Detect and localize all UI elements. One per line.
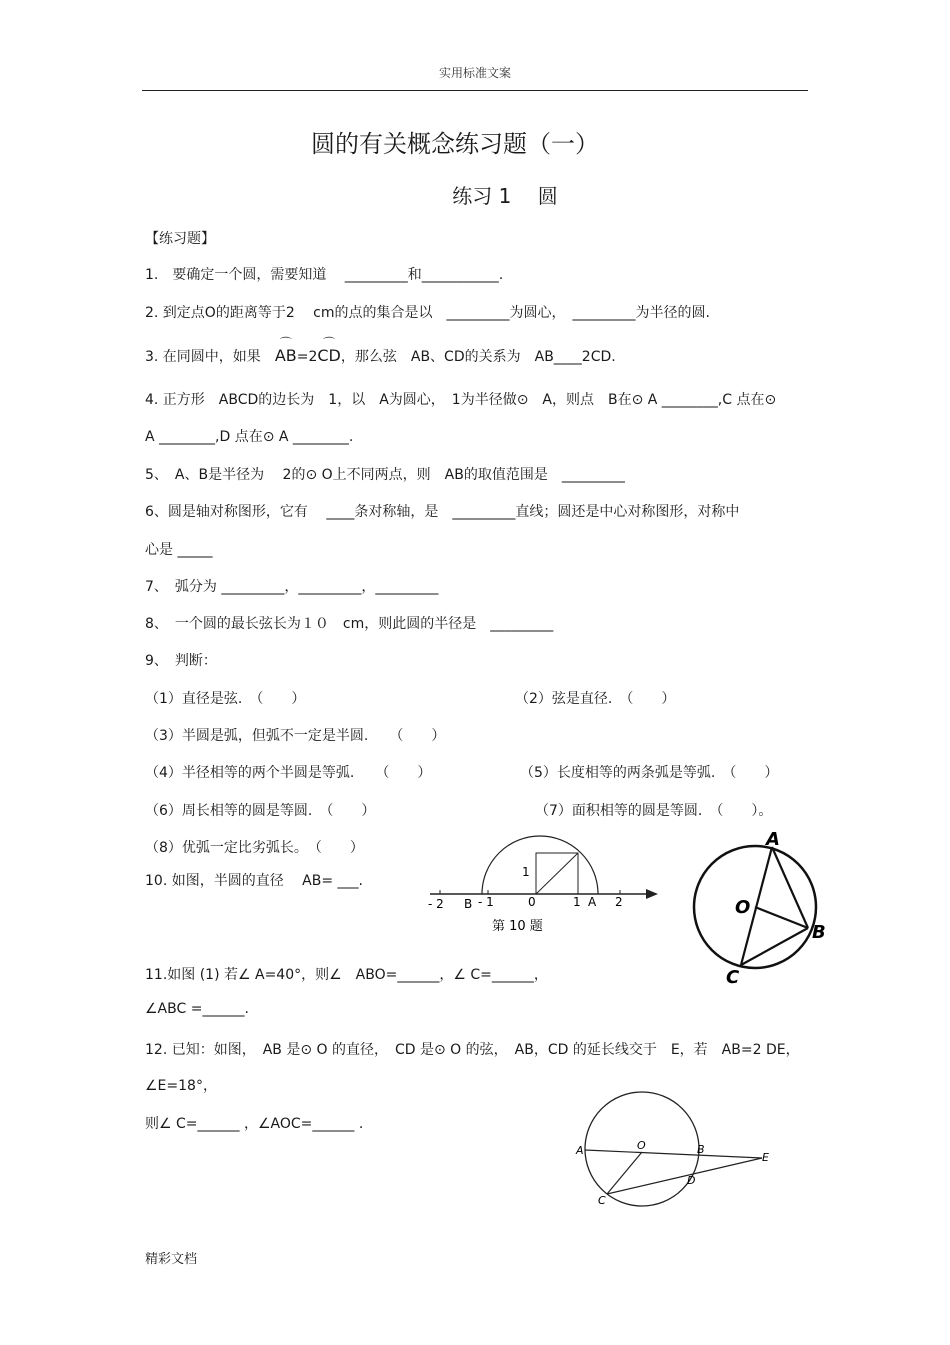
- page-footer: 精彩文档: [145, 1252, 198, 1267]
- figure-12-circle: [565, 1085, 785, 1210]
- figure-10-semicircle-numberline: [420, 830, 670, 945]
- question-11-line-1: 11.如图 (1) 若∠ A=40°，则∠ ABO=______，∠ C=______，: [145, 967, 548, 983]
- section-label: 【练习题】: [145, 231, 215, 247]
- page-subtitle: 练习 1 圆: [452, 184, 558, 208]
- label-o: O: [637, 1139, 646, 1152]
- question-9: 9、 判断：: [145, 653, 217, 669]
- chord-bc: [741, 928, 808, 965]
- judge-6: （6）周长相等的圆是等圆. （ ）: [145, 803, 376, 819]
- figure-10-caption: 第 10 题: [492, 919, 543, 934]
- figure-11-circle: [680, 825, 840, 990]
- question-2: 2. 到定点O的距离等于2 cm的点的集合是以 _________为圆心， _________为半径的圆.: [145, 305, 710, 321]
- question-7: 7、 弧分为 _________，_________，_________: [145, 579, 439, 595]
- label-e: E: [762, 1151, 769, 1164]
- q3-prefix: 3. 在同圆中，如果: [145, 349, 275, 365]
- judge-2: （2）弦是直径. （ ）: [515, 691, 676, 707]
- tick-label-2: 2: [615, 895, 623, 909]
- label-c: C: [726, 967, 740, 988]
- label-a: A: [576, 1144, 584, 1157]
- page-header: 实用标准文案: [438, 66, 511, 80]
- label-b: B: [697, 1143, 705, 1156]
- label-b: B: [812, 922, 826, 943]
- label-o: O: [735, 897, 751, 918]
- question-10: 10. 如图，半圆的直径 AB= ___.: [145, 873, 363, 889]
- tick-label-1: 1: [573, 895, 581, 909]
- label-one: 1: [522, 865, 530, 879]
- question-4-line-1: 4. 正方形 ABCD的边长为 1，以 A为圆心， 1为半径做⊙ A，则点 B在⊙ A ________,C 点在⊙: [145, 392, 777, 408]
- question-3: [145, 346, 616, 366]
- square-diagonal: [536, 853, 578, 894]
- judge-1: （1）直径是弦. （ ）: [145, 691, 306, 707]
- question-11-line-2: ∠ABC =______.: [145, 1001, 249, 1017]
- line-ce: [607, 1158, 762, 1194]
- question-6-line-2: 心是 _____: [145, 542, 213, 558]
- semicircle-arc: [482, 836, 598, 894]
- question-8: 8、 一个圆的最长弦长为１０ cm，则此圆的半径是 _________: [145, 616, 554, 632]
- question-5: 5、 A、B是半径为 2的⊙ O上不同两点，则 AB的取值范围是 _________: [145, 467, 625, 483]
- question-12-line-2: ∠E=18°，: [145, 1078, 217, 1094]
- arrow-head-icon: [646, 889, 658, 899]
- tick-label-neg2: - 2: [428, 897, 444, 911]
- tick-label-neg1: - 1: [478, 895, 494, 909]
- tick-label-0: 0: [528, 895, 536, 909]
- question-1: 1. 要确定一个圆，需要知道 _________和___________.: [145, 267, 504, 283]
- question-12-line-3: 则∠ C=______ ，∠AOC=______ .: [145, 1116, 364, 1132]
- label-a: A: [588, 895, 597, 909]
- q3-mid: =2: [296, 349, 318, 365]
- page-title: 圆的有关概念练习题（一）: [311, 130, 599, 158]
- header-rule: [142, 90, 808, 91]
- q3-suffix: ，那么弦 AB、CD的关系为 AB____2CD.: [340, 349, 616, 365]
- judge-7: （7）面积相等的圆是等圆. （ ）。: [535, 803, 773, 819]
- question-12-line-1: 12. 已知：如图， AB 是⊙ O 的直径， CD 是⊙ O 的弦， AB，CD 的延长线交于 E，若 AB=2 DE，: [145, 1042, 800, 1058]
- label-a: A: [766, 829, 780, 850]
- question-6-line-1: 6、圆是轴对称图形，它有 ____条对称轴，是 _________直线；圆还是中心对称图形，对称中: [145, 504, 740, 520]
- judge-4: （4）半径相等的两个半圆是等弧. （ ）: [145, 765, 432, 781]
- label-c: C: [598, 1194, 606, 1207]
- line-ae: [585, 1150, 762, 1158]
- question-4-line-2: A ________,D 点在⊙ A ________.: [145, 429, 354, 445]
- judge-8: （8）优弧一定比劣弧长。 （ ）: [145, 840, 364, 856]
- arc-ab: ⌒ AB: [275, 346, 297, 365]
- label-d: D: [687, 1174, 696, 1187]
- judge-3: （3）半圆是弧，但弧不一定是半圆. （ ）: [145, 728, 446, 744]
- arc-cd: ⌒ CD: [317, 346, 341, 365]
- label-b: B: [464, 897, 473, 911]
- judge-5: （5）长度相等的两条弧是等弧. （ ）: [520, 765, 779, 781]
